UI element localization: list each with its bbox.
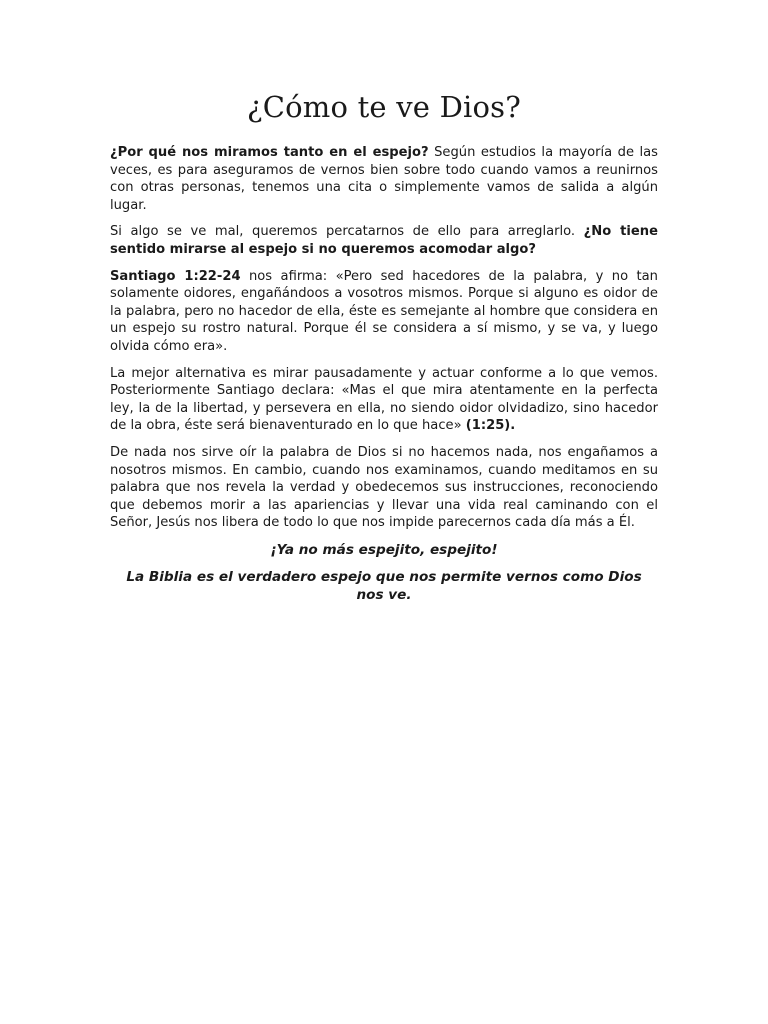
paragraph-text: De nada nos sirve oír la palabra de Dios si no hacemos nada, nos engañamos a nosotros mismos. En cambio, cuando nos examinamos, cuando meditamos en su palabra que nos revela la verdad y obedecemos sus instrucciones, reconociendo que debemos morir a las apariencias y llevar una vida real caminando con el Señor, Jesús nos libera de todo lo que nos impide parecernos cada día más a Él.	[110, 444, 658, 531]
paragraph-text: Según estudios la mayoría de las veces, es para aseguramos de vernos bien sobre todo cuando vamos a reunirnos con otras personas, tenemos una cita o simplemente vamos de salida a algún lugar.	[110, 145, 658, 213]
closing-exclamation: ¡Ya no más espejito, espejito!	[270, 541, 498, 558]
paragraph-text: Si algo se ve mal, queremos percatarnos de ello para arreglarlo.	[110, 224, 584, 240]
paragraph-bold-question: ¿No tiene sentido mirarse al espejo si no queremos acomodar algo?	[110, 224, 658, 257]
paragraph-best-alternative	[110, 365, 658, 435]
closing-statement: La Biblia es el verdadero espejo que nos permite vernos como Dios nos ve.	[126, 568, 642, 603]
paragraph-bold-lead: ¿Por qué nos miramos tanto en el espejo?	[110, 145, 429, 160]
bible-reference: (1:25).	[465, 418, 516, 434]
paragraph-text: La mejor alternativa es mirar pausadamente y actuar conforme a lo que vemos. Posteriormente Santiago declara: «Mas el que mira atentamente en la perfecta ley, la de la libertad, y persevera en ella, no siendo oidor olvidadizo, sino hacedor de la obra, éste será bienaventurado en lo que hace»	[110, 365, 658, 434]
paragraph-text: nos afirma: «Pero sed hacedores de la palabra, y no tan solamente oidores, engañándoos a vosotros mismos. Porque si alguno es oidor de la palabra, pero no hacedor de ella, éste es semejante al hombre que considera en un espejo su rostro natural. Porque él se considera a sí mismo, y se va, y luego olvida cómo era».	[110, 268, 658, 354]
paragraph-santiago-quote	[110, 268, 658, 356]
paragraph-fix-something	[110, 223, 658, 258]
paragraph-mirror-question	[110, 144, 658, 214]
document-title: ¿Cómo te ve Dios?	[247, 90, 521, 124]
bible-reference: Santiago 1:22-24	[110, 268, 241, 284]
document-page	[110, 88, 658, 613]
paragraph-word-of-god	[110, 444, 658, 532]
